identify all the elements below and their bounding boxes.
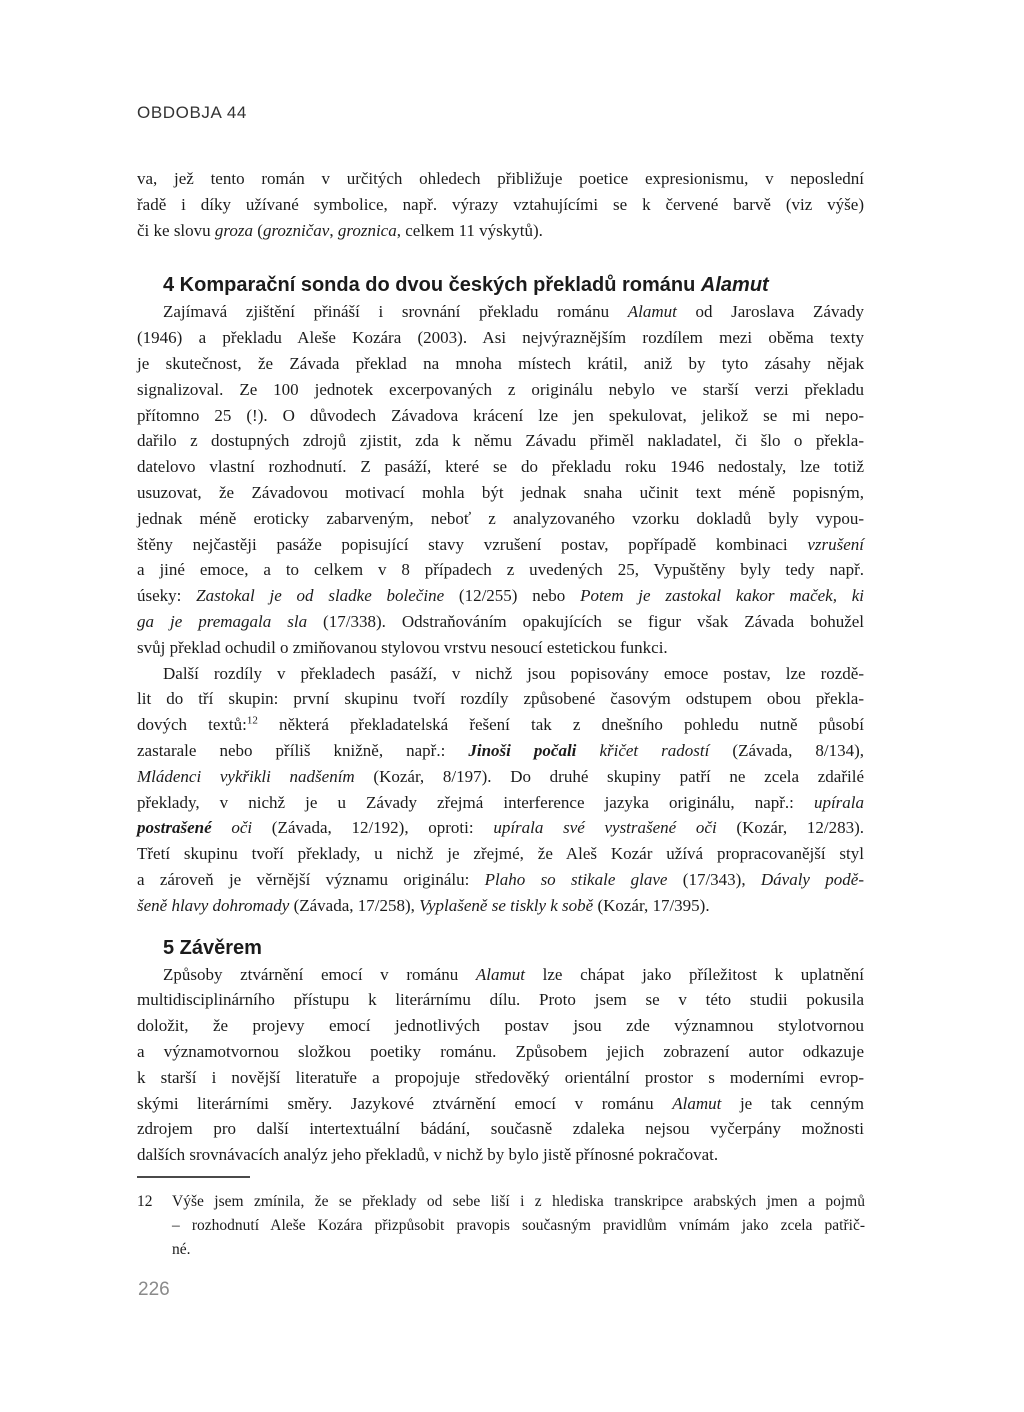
- text-line: [137, 351, 864, 377]
- text-run: dových textů:: [137, 715, 247, 735]
- text-run: (Kozár, 17/395).: [593, 895, 710, 915]
- text-line: [172, 1190, 865, 1214]
- text-run: – rozhodnutí Aleše Kozára přizpůsobit pravopis současným pravidlům vnímám jako zcela patřič-: [172, 1217, 865, 1234]
- text-run: né.: [172, 1241, 191, 1258]
- text-run: groznica: [337, 220, 397, 240]
- text-run: multidisciplinárního přístupu k literárnímu dílu. Proto jsem se v této studii pokusila: [137, 990, 864, 1010]
- text-run: grozničav: [262, 220, 330, 240]
- section-heading: [163, 935, 864, 962]
- text-run: (Závada, 17/258),: [289, 895, 420, 915]
- text-run: zdrojem pro další intertextuální bádání, současně zdaleka nejsou vyčerpány možnosti: [137, 1119, 864, 1139]
- text-line: [137, 987, 864, 1013]
- text-line: [137, 532, 864, 558]
- text-run: a významotvornou složkou poetiky románu. Způsobem jejich zobrazení autor odkazuje: [137, 1041, 864, 1061]
- text-line: [137, 764, 864, 790]
- text-line: [137, 661, 864, 687]
- text-run: Alamut: [627, 302, 677, 322]
- text-run: dařilo z dostupných zdrojů zjistit, zda k němu Závadu přiměl nakladatel, či šlo o překla-: [137, 431, 864, 451]
- text-line: [137, 1013, 864, 1039]
- text-run: (Závada, 12/192), oproti:: [252, 818, 494, 838]
- text-run: křičet radostí: [599, 740, 710, 760]
- text-run: ga je premagala sla: [137, 611, 308, 631]
- text-run: překlady, v nichž je u Závady zřejmá interference jazyka originálu, např.:: [137, 792, 814, 812]
- text-line: [137, 557, 864, 583]
- text-run: Mládenci vykřikli nadšením: [137, 766, 355, 786]
- text-line: [137, 1065, 864, 1091]
- paragraph: [137, 962, 864, 1168]
- text-line: [137, 815, 864, 841]
- paragraph: [137, 661, 864, 919]
- text-run: 12: [246, 714, 258, 727]
- text-run: či ke slovu: [137, 220, 215, 240]
- text-line: [137, 506, 864, 532]
- text-line: [137, 377, 864, 403]
- text-run: a jiné emoce, a to celkem v 8 případech z uvedených 25, Vypuštěny byly tedy např.: [137, 560, 864, 580]
- text-run: oči: [231, 818, 253, 838]
- text-run: upírala své vystrašené oči: [493, 818, 717, 838]
- text-run: dalších srovnávacích analýz jeho překladů, v nichž by bylo jistě přínosné pokračovat.: [137, 1145, 719, 1165]
- text-line: [137, 712, 864, 738]
- text-line: [137, 790, 864, 816]
- text-run: signalizoval. Ze 100 jednotek excerpovaných z originálu nebylo ve starší verzi překladu: [137, 379, 864, 399]
- text-line: [137, 428, 864, 454]
- text-run: Vyplašeně se tiskly k sobě: [419, 895, 594, 915]
- text-run: Plaho so stikale glave: [484, 869, 668, 889]
- section-heading: [163, 272, 864, 299]
- text-run: Alamut: [700, 274, 769, 297]
- text-run: je tak cenným: [721, 1093, 865, 1113]
- text-line: [137, 299, 864, 325]
- text-run: Jinoši počali: [468, 740, 577, 760]
- text-line: [137, 325, 864, 351]
- text-run: lit do tří skupin: první skupinu tvoří rozdíly způsobené časovým odstupem obou překla-: [137, 689, 864, 709]
- text-line: [137, 893, 864, 919]
- text-run: řadě i díky užívané symbolice, např. výrazy vztahujícími se k červené barvě (viz výše): [137, 194, 864, 214]
- text-run: Alamut: [672, 1093, 722, 1113]
- running-header: OBDOBJA 44: [137, 103, 247, 122]
- text-line: [137, 962, 864, 988]
- text-run: Třetí skupinu tvoří překlady, u nichž je zřejmé, že Aleš Kozár užívá propracovanější styl: [137, 844, 864, 864]
- paragraph: [137, 299, 864, 660]
- text-run: lze chápat jako příležitost k uplatnění: [525, 964, 864, 984]
- text-line: [137, 635, 864, 661]
- text-line: [137, 1142, 864, 1168]
- footnote-body: [137, 1190, 865, 1262]
- footnote-number: 12: [137, 1193, 153, 1210]
- text-run: zastarale nebo příliš knižně, např.:: [137, 740, 469, 760]
- text-run: va, jež tento román v určitých ohledech přibližuje poetice expresionismu, v neposlední: [137, 169, 864, 188]
- text-run: ,: [329, 220, 338, 240]
- text-line: [172, 1238, 865, 1262]
- text-run: groza: [214, 220, 254, 240]
- text-run: (Závada, 8/134),: [709, 740, 865, 760]
- text-line: [137, 609, 864, 635]
- text-run: Zajímavá zjištění přináší i srovnání překladu románu: [163, 302, 628, 322]
- text-run: doložit, že projevy emocí jednotlivých postav jsou zde významnou stylotvornou: [137, 1016, 864, 1036]
- text-run: Potem je zastokal kakor maček, ki: [580, 586, 865, 606]
- page-number: 226: [138, 1279, 170, 1300]
- text-line: [137, 686, 864, 712]
- text-line: [137, 218, 864, 244]
- text-run: usuzovat, že Závadovou motivací mohla být jednak snaha učinit text méně popisným,: [137, 482, 864, 502]
- text-run: od Jaroslava Závady: [676, 302, 864, 322]
- text-run: (Kozár, 8/197). Do druhé skupiny patří ne zcela zdařilé: [354, 766, 865, 786]
- text-column: [137, 166, 864, 1168]
- text-line: [137, 867, 864, 893]
- text-run: skými literárními směry. Jazykové ztvárnění emocí v románu: [137, 1093, 673, 1113]
- text-run: (17/343),: [667, 869, 761, 889]
- text-line: [137, 403, 864, 429]
- text-run: , celkem 11 výskytů).: [396, 220, 543, 240]
- text-run: 5 Závěrem: [163, 936, 262, 959]
- paragraph: [137, 166, 864, 243]
- text-line: [137, 454, 864, 480]
- text-line: [137, 1039, 864, 1065]
- text-run: Výše jsem zmínila, že se překlady od sebe liší i z hlediska transkripce arabských jmen a pojmů: [172, 1193, 865, 1210]
- text-run: (Kozár, 12/283).: [716, 818, 864, 838]
- text-run: a zároveň je věrnější významu originálu:: [137, 869, 485, 889]
- text-run: 4 Komparační sonda do dvou českých překladů románu: [163, 274, 701, 297]
- text-run: jednak méně eroticky zabarveným, neboť z analyzovaného vzorku dokladů byly vypou-: [137, 508, 864, 528]
- text-run: úseky:: [137, 586, 197, 606]
- text-run: [212, 818, 232, 837]
- text-run: upírala: [813, 792, 864, 812]
- text-run: datelovo vlastní rozhodnutí. Z pasáží, které se do překladu roku 1946 nedostaly, lze totiž: [137, 457, 864, 477]
- text-run: postrašené: [137, 818, 212, 838]
- text-line: [137, 1091, 864, 1117]
- text-line: [137, 192, 864, 218]
- text-line: [137, 738, 864, 764]
- text-line: [137, 583, 864, 609]
- text-run: (1946) a překladu Aleše Kozára (2003). Asi nejvýraznějším rozdílem mezi oběma texty: [137, 328, 864, 348]
- text-run: [576, 741, 599, 760]
- footnote: [137, 1176, 865, 1262]
- text-run: k starší i novější literatuře a propojuje středověký orientální prostor s moderními evrop-: [137, 1067, 864, 1087]
- text-run: (: [253, 220, 263, 240]
- text-run: Zastokal je od sladke bolečine: [196, 586, 445, 606]
- text-run: některá překladatelská řešení tak z dnešního pohledu nutně působí: [257, 715, 865, 735]
- text-run: Způsoby ztvárnění emocí v románu: [163, 964, 476, 984]
- text-run: Alamut: [475, 964, 525, 984]
- text-run: je skutečnost, že Závada překlad na mnoha místech krátil, aniž by tyto zásahy nějak: [137, 353, 864, 373]
- text-run: svůj překlad ochudil o zmiňovanou stylovou vrstvu nesoucí estetickou funkci.: [137, 637, 668, 657]
- text-run: Další rozdíly v překladech pasáží, v nichž jsou popisovány emoce postav, lze rozdě-: [163, 663, 864, 683]
- footnote-rule: [137, 1176, 250, 1178]
- text-line: [172, 1214, 865, 1238]
- text-run: (17/338). Odstraňováním opakujících se figur však Závada bohužel: [307, 611, 865, 631]
- text-run: vzrušení: [807, 534, 864, 554]
- text-line: [137, 480, 864, 506]
- text-run: přítomno 25 (!). O důvodech Závadova krácení lze jen spekulovat, jelikož se mi nepo-: [137, 405, 864, 425]
- text-line: [137, 841, 864, 867]
- footnote-text: [172, 1190, 865, 1262]
- text-line: [137, 166, 864, 192]
- text-run: Dávaly podě-: [760, 869, 864, 889]
- text-run: štěny nejčastěji pasáže popisující stavy vzrušení postav, popřípadě kombinaci: [137, 534, 808, 554]
- text-run: šeně hlavy dohromady: [137, 895, 290, 915]
- text-line: [137, 1116, 864, 1142]
- text-run: (12/255) nebo: [444, 586, 581, 606]
